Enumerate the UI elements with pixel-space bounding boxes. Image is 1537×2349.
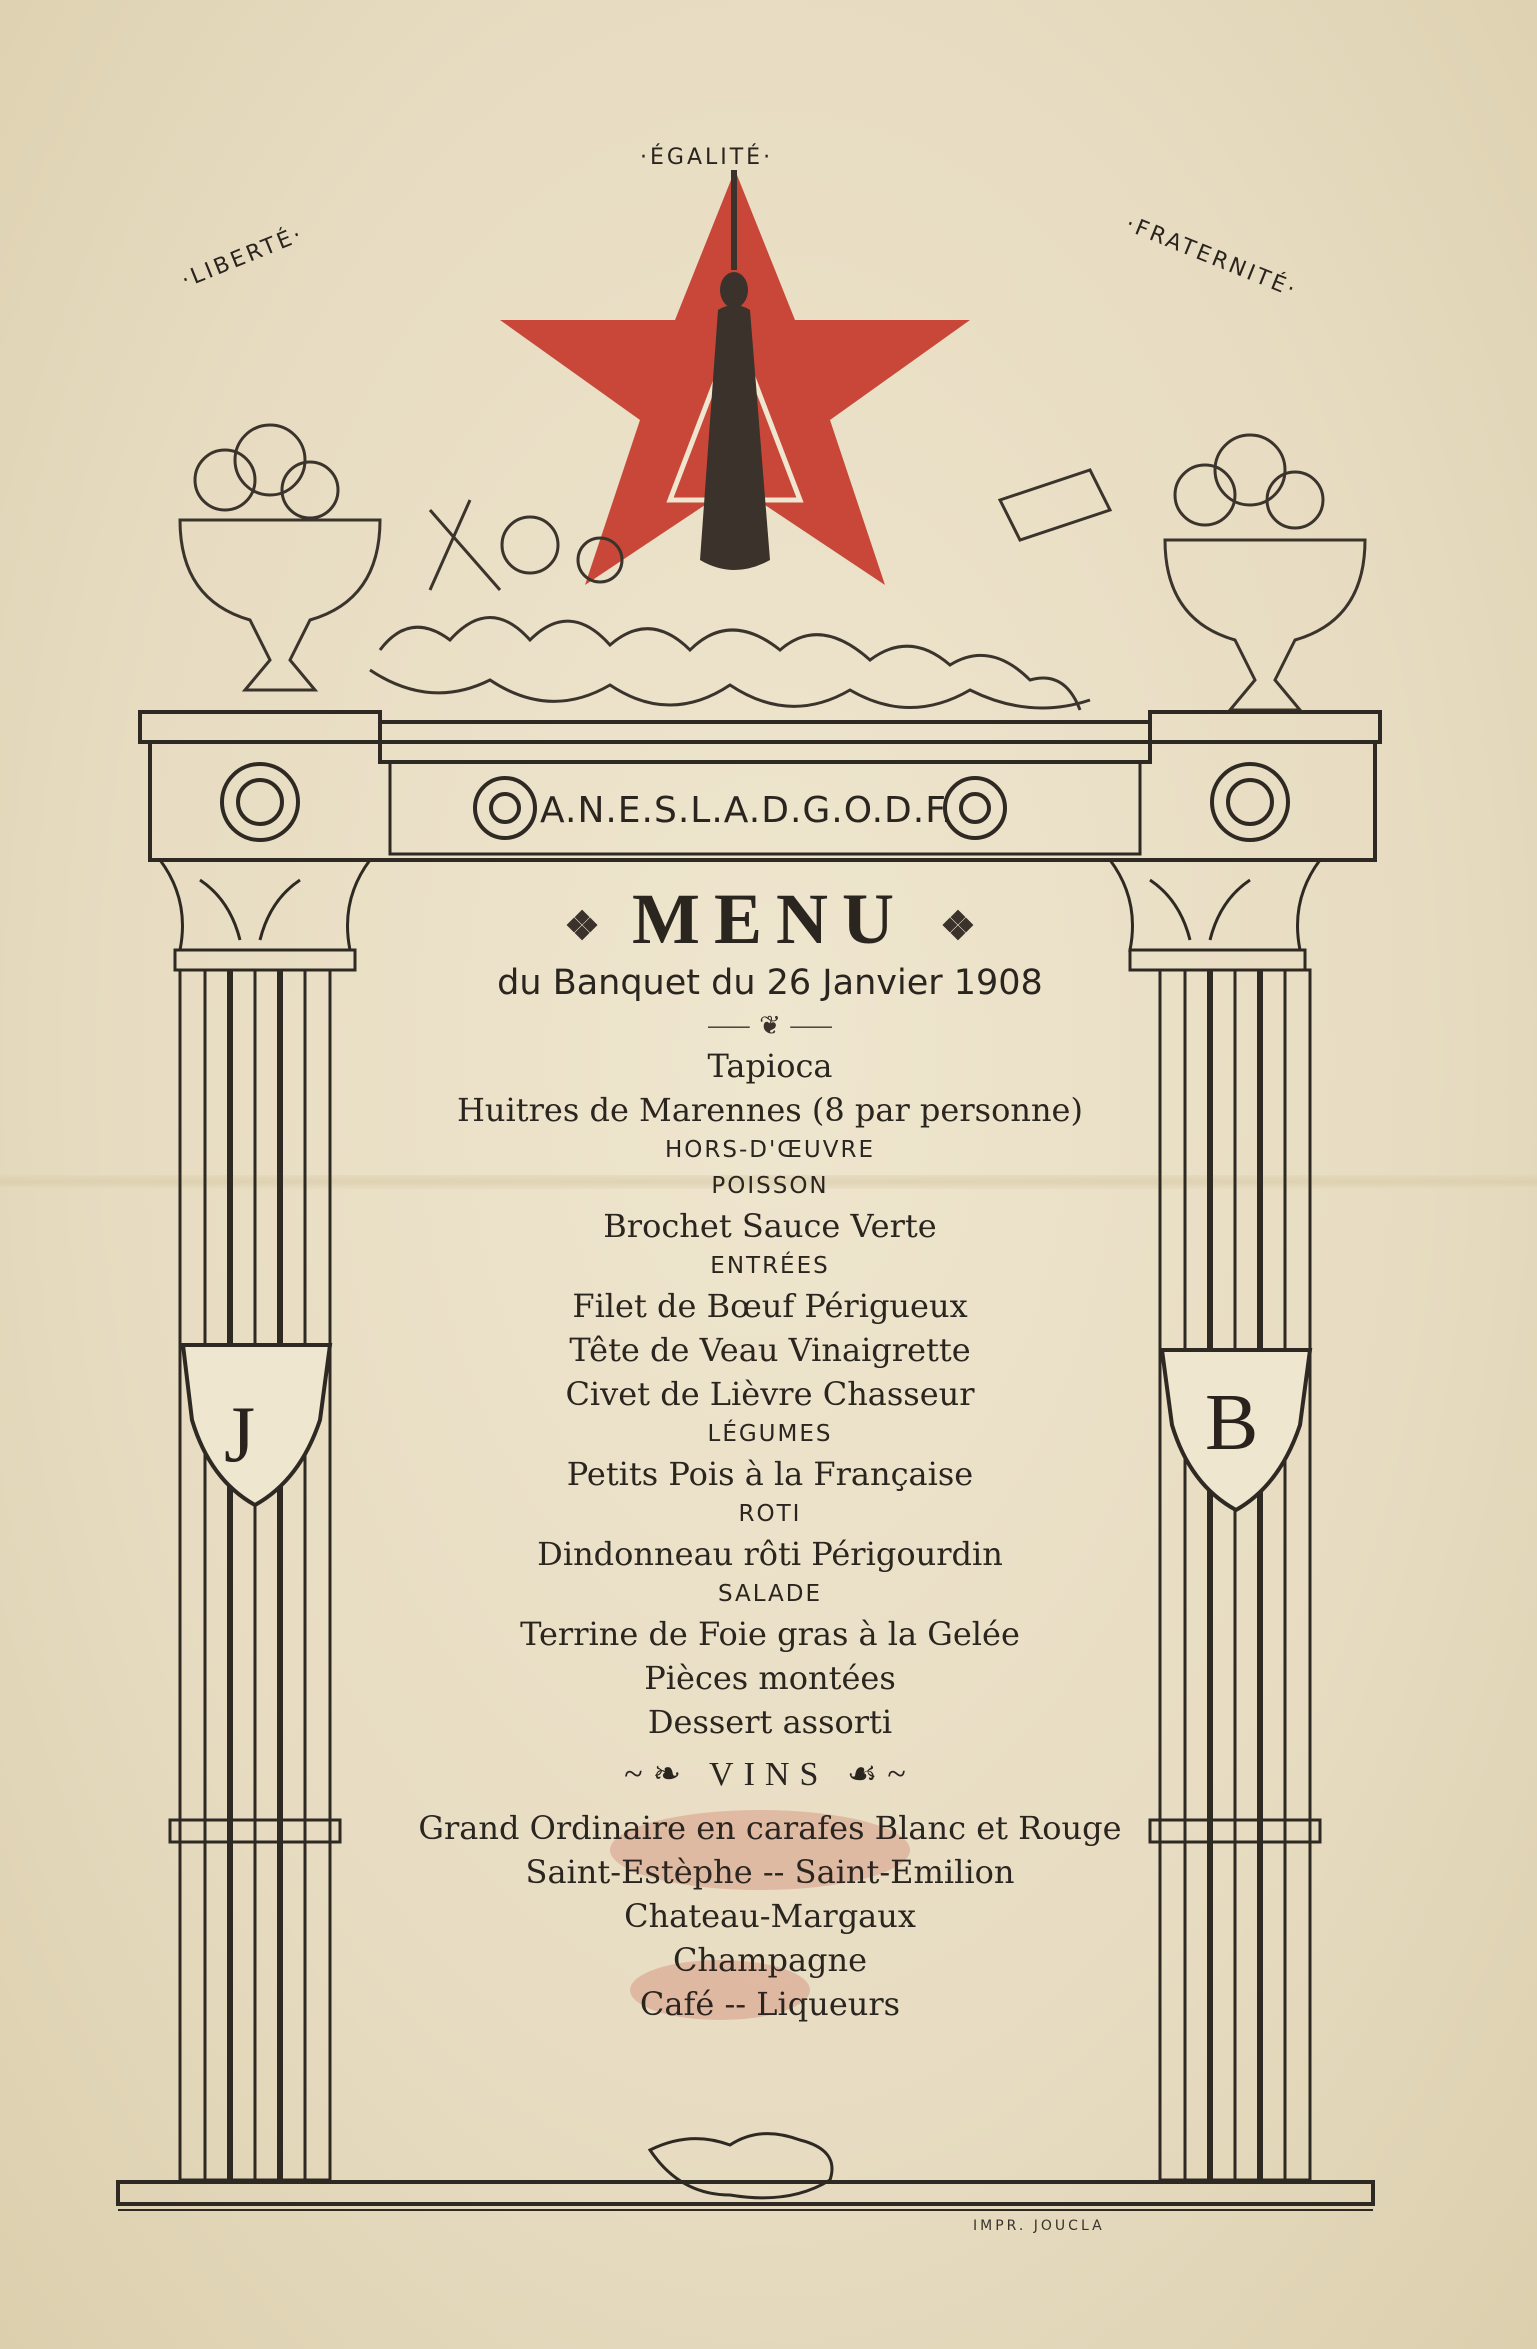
menu-dish: Filet de Bœuf Périgueux bbox=[572, 1287, 968, 1325]
entablature bbox=[140, 712, 1380, 860]
menu-section-heading: HORS-D'ŒUVRE bbox=[665, 1137, 875, 1163]
wine-item: Champagne bbox=[672, 1941, 868, 1979]
wines-ornament-right-icon: ☙~ bbox=[828, 1756, 916, 1793]
menu-section-heading: POISSON bbox=[711, 1173, 829, 1199]
menu-dish: Dessert assorti bbox=[647, 1703, 893, 1741]
menu-section-heading: ROTI bbox=[738, 1501, 802, 1527]
menu-dish: Terrine de Foie gras à la Gelée bbox=[520, 1615, 1020, 1653]
divider-icon: ⸺ ❦ ⸺ bbox=[706, 1011, 834, 1041]
menu-subtitle: du Banquet du 26 Janvier 1908 bbox=[497, 963, 1043, 1003]
menu-section-heading: SALADE bbox=[717, 1581, 823, 1607]
menu-dish: Pièces montées bbox=[644, 1659, 896, 1697]
ornament-right-icon: ❖ bbox=[939, 903, 976, 949]
menu-title-row bbox=[330, 880, 1210, 958]
wine-item: Grand Ordinaire en carafes Blanc et Rouge bbox=[418, 1809, 1122, 1847]
menu-dish: Dindonneau rôti Périgourdin bbox=[537, 1535, 1003, 1573]
motto-liberte: ·LIBERTÉ· bbox=[178, 221, 308, 294]
menu-section-heading: ENTRÉES bbox=[710, 1253, 830, 1279]
ornament-left-icon: ❖ bbox=[564, 903, 600, 949]
left-shield-letter: J bbox=[224, 1391, 256, 1479]
wines-ornament-left-icon: ~❧ bbox=[624, 1756, 710, 1793]
printer-credit: IMPR. JOUCLA bbox=[973, 2218, 1105, 2234]
menu-dish: Huitres de Marennes (8 par personne) bbox=[457, 1091, 1083, 1129]
wine-list bbox=[330, 1806, 1210, 2026]
menu-section-heading: LÉGUMES bbox=[707, 1421, 833, 1447]
motto-egalite: ·ÉGALITÉ· bbox=[640, 145, 774, 170]
menu-title: MENU bbox=[632, 879, 908, 959]
menu-dish: Tête de Veau Vinaigrette bbox=[569, 1331, 971, 1369]
menu-dish: Civet de Lièvre Chasseur bbox=[565, 1375, 975, 1413]
right-shield-letter: B bbox=[1205, 1379, 1259, 1467]
right-urn-icon bbox=[1165, 435, 1365, 710]
wine-item: Saint-Estèphe -- Saint-Emilion bbox=[525, 1853, 1015, 1891]
left-urn-icon bbox=[180, 425, 380, 690]
wine-item: Chateau-Margaux bbox=[624, 1897, 916, 1935]
lodge-acronym: A.N.E.S.L.A.D.G.O.D.F. bbox=[540, 790, 954, 831]
left-column bbox=[170, 970, 340, 2180]
menu-items bbox=[330, 1044, 1210, 1744]
handshake-icon bbox=[650, 2134, 832, 2198]
wines-title: VINS bbox=[709, 1756, 829, 1793]
menu-dish: Brochet Sauce Verte bbox=[603, 1207, 937, 1245]
motto-fraternite: ·FRATERNITÉ· bbox=[1121, 211, 1302, 304]
menu-body bbox=[330, 880, 1210, 2026]
menu-dish: Tapioca bbox=[707, 1047, 833, 1085]
menu-dish: Petits Pois à la Française bbox=[566, 1455, 974, 1493]
wine-item: Café -- Liqueurs bbox=[639, 1985, 901, 2023]
wines-title-row bbox=[330, 1744, 1210, 1806]
